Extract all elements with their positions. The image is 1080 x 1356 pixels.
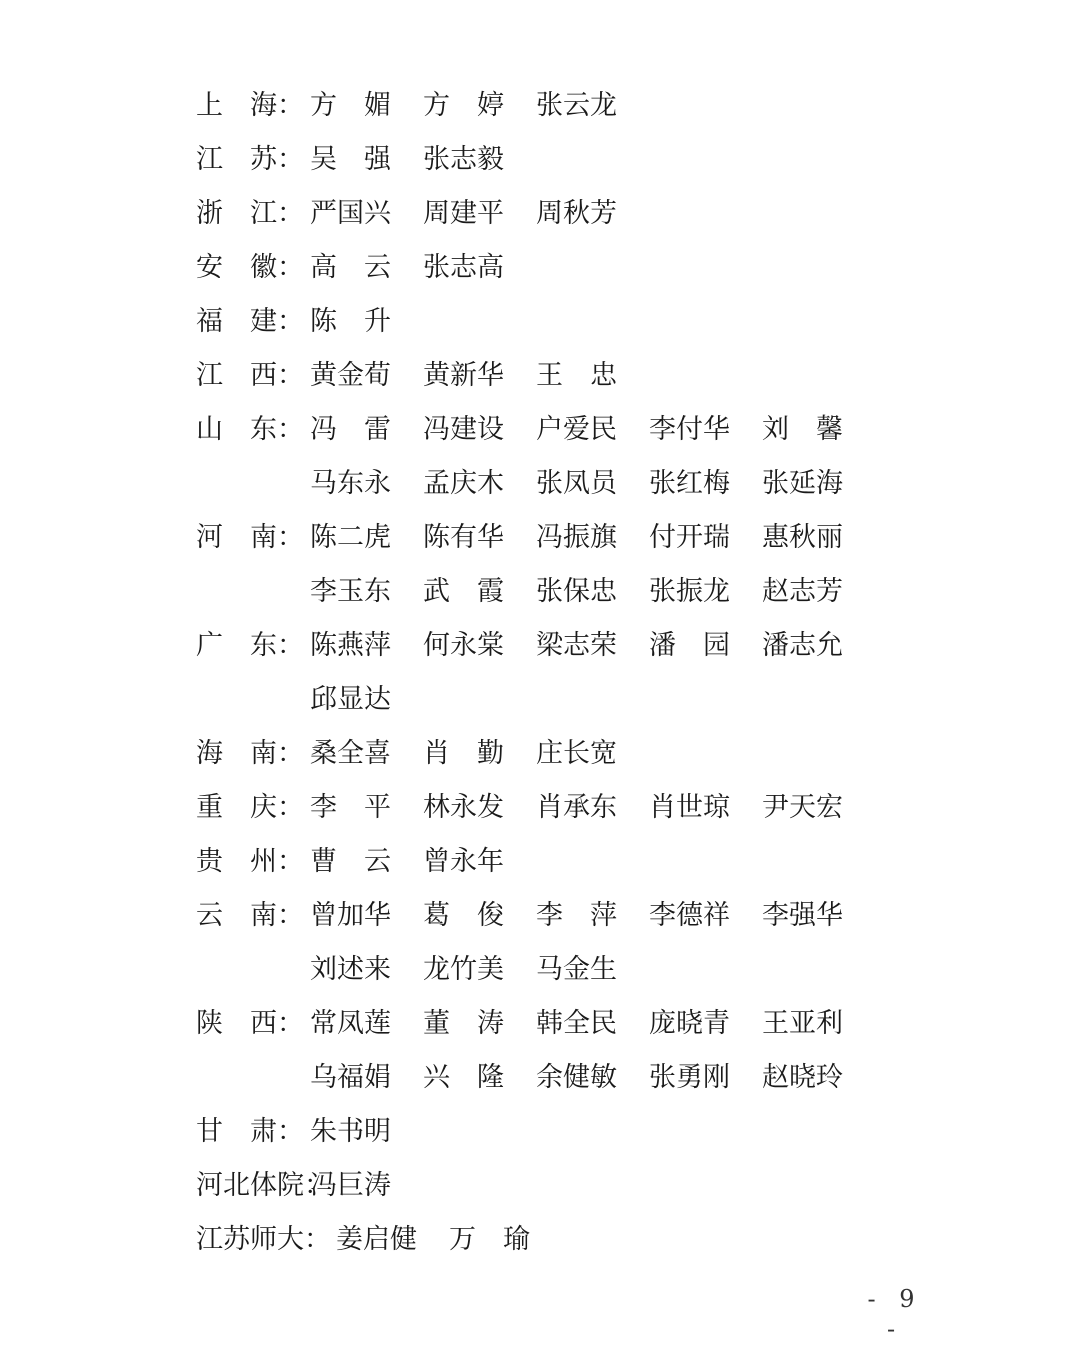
region-label: 山 东： <box>196 414 304 445</box>
person-name: 曹 云 <box>310 846 391 877</box>
person-name: 张云龙 <box>536 90 617 121</box>
person-name: 邱显达 <box>310 684 391 715</box>
person-name: 林永发 <box>423 792 504 823</box>
person-name: 周秋芳 <box>536 198 617 229</box>
region-label: 江 苏： <box>196 144 304 175</box>
person-name: 葛 俊 <box>423 900 504 931</box>
person-name: 马东永 <box>310 468 391 499</box>
person-name: 张振龙 <box>649 576 730 607</box>
region-label: 安 徽： <box>196 252 304 283</box>
person-name: 庄长宽 <box>536 738 617 769</box>
person-name: 黄新华 <box>423 360 504 391</box>
person-name: 陈有华 <box>423 522 504 553</box>
person-name: 何永棠 <box>423 630 504 661</box>
person-name: 方 媚 <box>310 90 391 121</box>
person-name: 乌福娟 <box>310 1062 391 1093</box>
person-name: 朱书明 <box>310 1116 391 1147</box>
person-name: 姜启健 <box>336 1224 417 1255</box>
region-label: 江 西： <box>196 360 304 391</box>
person-name: 潘志允 <box>762 630 843 661</box>
region-label: 重 庆： <box>196 792 304 823</box>
page-number: - 9 - <box>867 1285 923 1343</box>
region-label: 河北体院： <box>196 1170 331 1201</box>
person-name: 冯 雷 <box>310 414 391 445</box>
person-name: 李 平 <box>310 792 391 823</box>
person-name: 张保忠 <box>536 576 617 607</box>
person-name: 梁志荣 <box>536 630 617 661</box>
person-name: 肖承东 <box>536 792 617 823</box>
region-label: 江苏师大： <box>196 1224 331 1255</box>
person-name: 陈二虎 <box>310 522 391 553</box>
person-name: 周建平 <box>423 198 504 229</box>
region-label: 云 南： <box>196 900 304 931</box>
person-name: 赵晓玲 <box>762 1062 843 1093</box>
region-label: 贵 州： <box>196 846 304 877</box>
person-name: 常凤莲 <box>310 1008 391 1039</box>
region-label: 陕 西： <box>196 1008 304 1039</box>
person-name: 冯振旗 <box>536 522 617 553</box>
person-name: 方 婷 <box>423 90 504 121</box>
person-name: 潘 园 <box>649 630 730 661</box>
person-name: 张延海 <box>762 468 843 499</box>
person-name: 王 忠 <box>536 360 617 391</box>
person-name: 董 涛 <box>423 1008 504 1039</box>
person-name: 惠秋丽 <box>762 522 843 553</box>
person-name: 刘 馨 <box>762 414 843 445</box>
person-name: 付开瑞 <box>649 522 730 553</box>
person-name: 肖 勤 <box>423 738 504 769</box>
person-name: 李付华 <box>649 414 730 445</box>
person-name: 兴 隆 <box>423 1062 504 1093</box>
person-name: 龙竹美 <box>423 954 504 985</box>
person-name: 李强华 <box>762 900 843 931</box>
person-name: 武 霞 <box>423 576 504 607</box>
person-name: 吴 强 <box>310 144 391 175</box>
person-name: 陈 升 <box>310 306 391 337</box>
person-name: 李 萍 <box>536 900 617 931</box>
person-name: 王亚利 <box>762 1008 843 1039</box>
region-label: 甘 肃： <box>196 1116 304 1147</box>
region-label: 海 南： <box>196 738 304 769</box>
region-label: 福 建： <box>196 306 304 337</box>
person-name: 尹天宏 <box>762 792 843 823</box>
person-name: 余健敏 <box>536 1062 617 1093</box>
person-name: 张勇刚 <box>649 1062 730 1093</box>
person-name: 孟庆木 <box>423 468 504 499</box>
person-name: 张凤员 <box>536 468 617 499</box>
person-name: 陈燕萍 <box>310 630 391 661</box>
person-name: 刘述来 <box>310 954 391 985</box>
person-name: 高 云 <box>310 252 391 283</box>
person-name: 冯建设 <box>423 414 504 445</box>
region-label: 浙 江： <box>196 198 304 229</box>
person-name: 万 瑜 <box>449 1224 530 1255</box>
person-name: 赵志芳 <box>762 576 843 607</box>
person-name: 曾永年 <box>423 846 504 877</box>
person-name: 李玉东 <box>310 576 391 607</box>
person-name: 马金生 <box>536 954 617 985</box>
person-name: 冯巨涛 <box>310 1170 391 1201</box>
person-name: 黄金荀 <box>310 360 391 391</box>
region-label: 河 南： <box>196 522 304 553</box>
person-name: 肖世琼 <box>649 792 730 823</box>
person-name: 桑全喜 <box>310 738 391 769</box>
person-name: 曾加华 <box>310 900 391 931</box>
person-name: 张志高 <box>423 252 504 283</box>
region-label: 上 海： <box>196 90 304 121</box>
person-name: 庞晓青 <box>649 1008 730 1039</box>
person-name: 严国兴 <box>310 198 391 229</box>
person-name: 张红梅 <box>649 468 730 499</box>
person-name: 张志毅 <box>423 144 504 175</box>
person-name: 户爱民 <box>536 414 617 445</box>
region-label: 广 东： <box>196 630 304 661</box>
person-name: 李德祥 <box>649 900 730 931</box>
person-name: 韩全民 <box>536 1008 617 1039</box>
